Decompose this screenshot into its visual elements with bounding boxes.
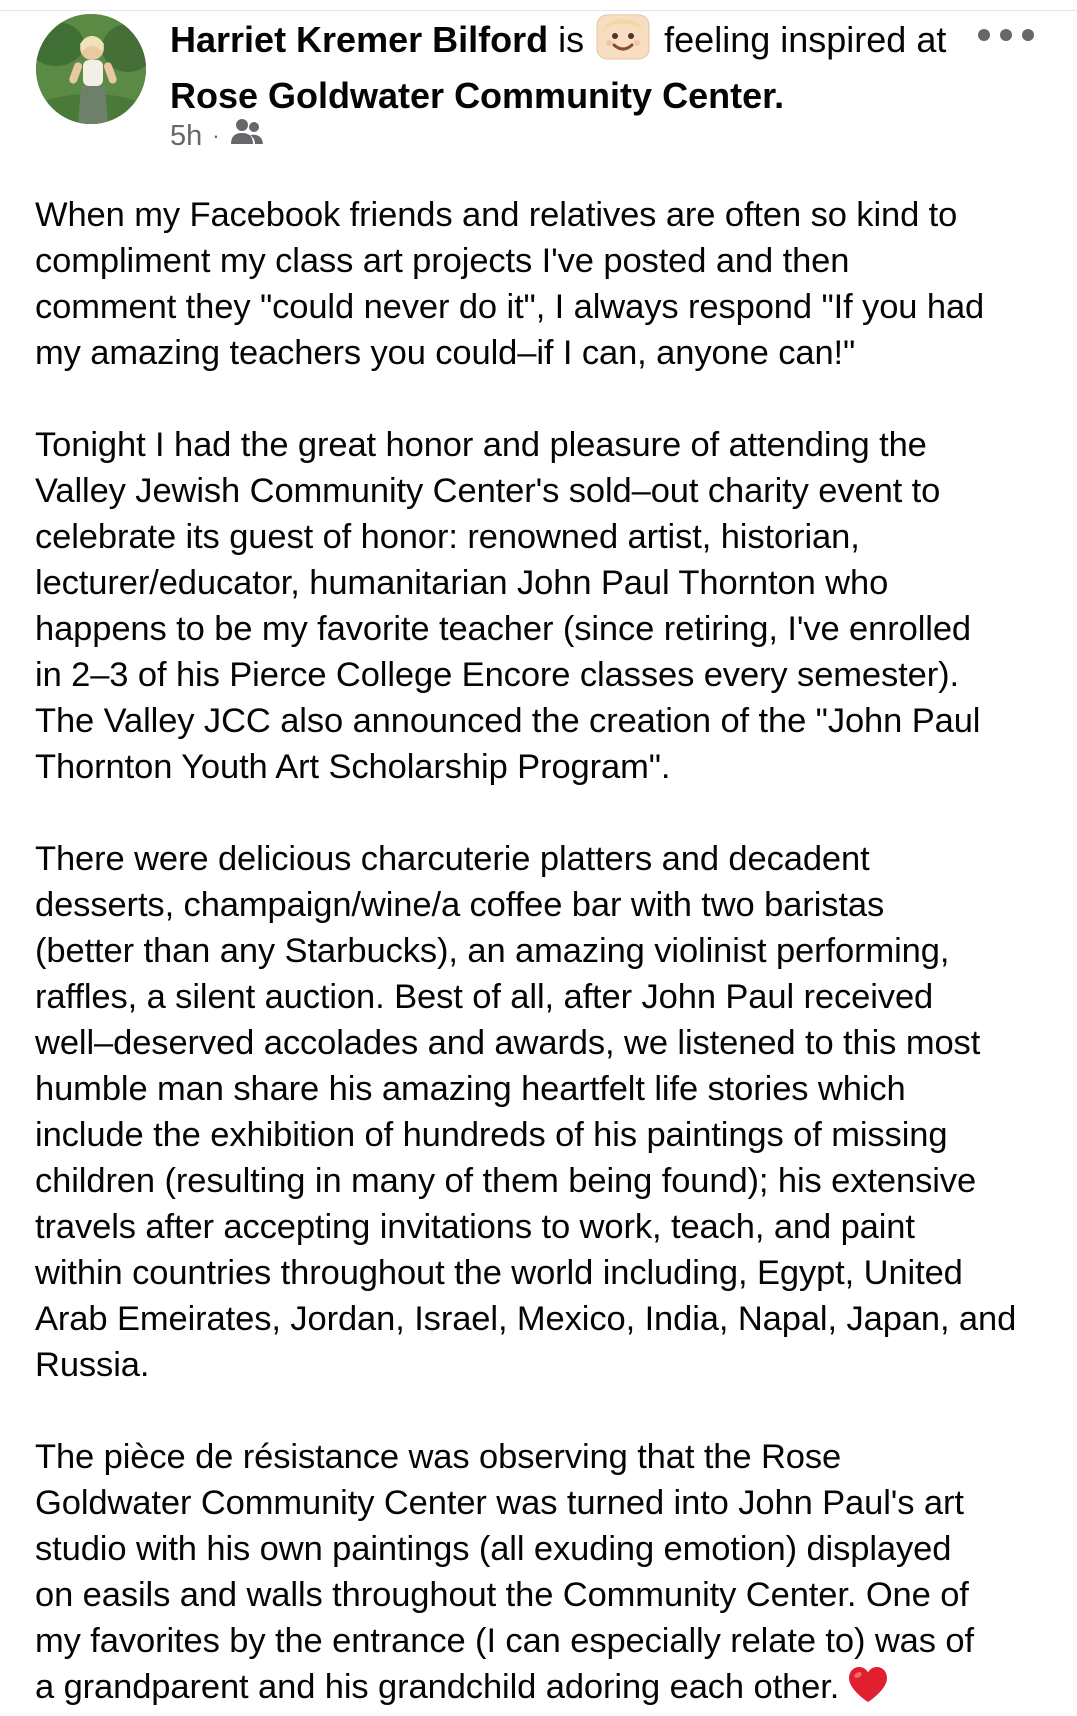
meta-separator: · — [212, 123, 220, 148]
post-paragraph: The pièce de résistance was observing that the Rose Goldwater Community Center was turned into John Paul's art studio with his own paintings (all exuding emotion) displayed on easils and walls throughout the Community Center. One of my favorites by the entrance (I can especially relate to) was of a grandparent and his grandchild adoring each other. — [35, 1438, 974, 1706]
red-heart-emoji-icon — [847, 1666, 889, 1716]
post-paragraph: When my Facebook friends and relatives are often so kind to compliment my class art projects I've posted and then comment they "could never do it", I always respond "If you had my amazing teachers you could–if I can, anyone can!" — [35, 196, 985, 372]
post-timestamp[interactable]: 5h — [170, 119, 203, 152]
menu-dot — [978, 29, 990, 41]
more-options-icon[interactable] — [978, 20, 1034, 50]
post-meta — [170, 116, 264, 156]
smiling-face-emoji-icon — [596, 14, 650, 72]
activity-prefix: is — [558, 19, 585, 60]
menu-dot — [1000, 29, 1012, 41]
post-paragraph: There were delicious charcuterie platters and decadent desserts, champaign/wine/a coffee bar with two baristas (better than any Starbucks), an amazing violinist performing, raffles, a silent auction. Best of all, after John Paul received well–deserved accolades and awards, we listened to this most humble man share his amazing heartfelt life stories which include the exhibition of hundreds of his paintings of missing children (resulting in many of them being found); his extensive travels after accepting invitations to work, teach, and paint within countries throughout the world including, Egypt, United Arab Emeirates, Jordan, Israel, Mexico, India, Napal, Japan, and Russia. — [35, 840, 1017, 1384]
avatar-photo — [36, 14, 146, 124]
post-body — [35, 192, 1065, 1716]
friends-icon[interactable] — [230, 117, 264, 155]
post-paragraph: Tonight I had the great honor and pleasure of attending the Valley Jewish Community Center's sold–out charity event to celebrate its guest of honor: renowned artist, historian, lecturer/educator, humanitarian John Paul Thornton who happens to be my favorite teacher (since retiring, I've enrolled in 2–3 of his Pierce College Encore classes every semester). The Valley JCC also announced the creation of the "John Paul Thornton Youth Art Scholarship Program". — [35, 426, 981, 786]
activity-text: feeling inspired at — [664, 19, 947, 60]
menu-dot — [1022, 29, 1034, 41]
author-name[interactable]: Harriet Kremer Bilford — [170, 19, 549, 60]
post-paragraph-last — [35, 1434, 1065, 1716]
location-link[interactable]: Rose Goldwater Community Center. — [170, 75, 785, 116]
post-header — [170, 14, 970, 120]
author-avatar[interactable] — [36, 14, 146, 124]
